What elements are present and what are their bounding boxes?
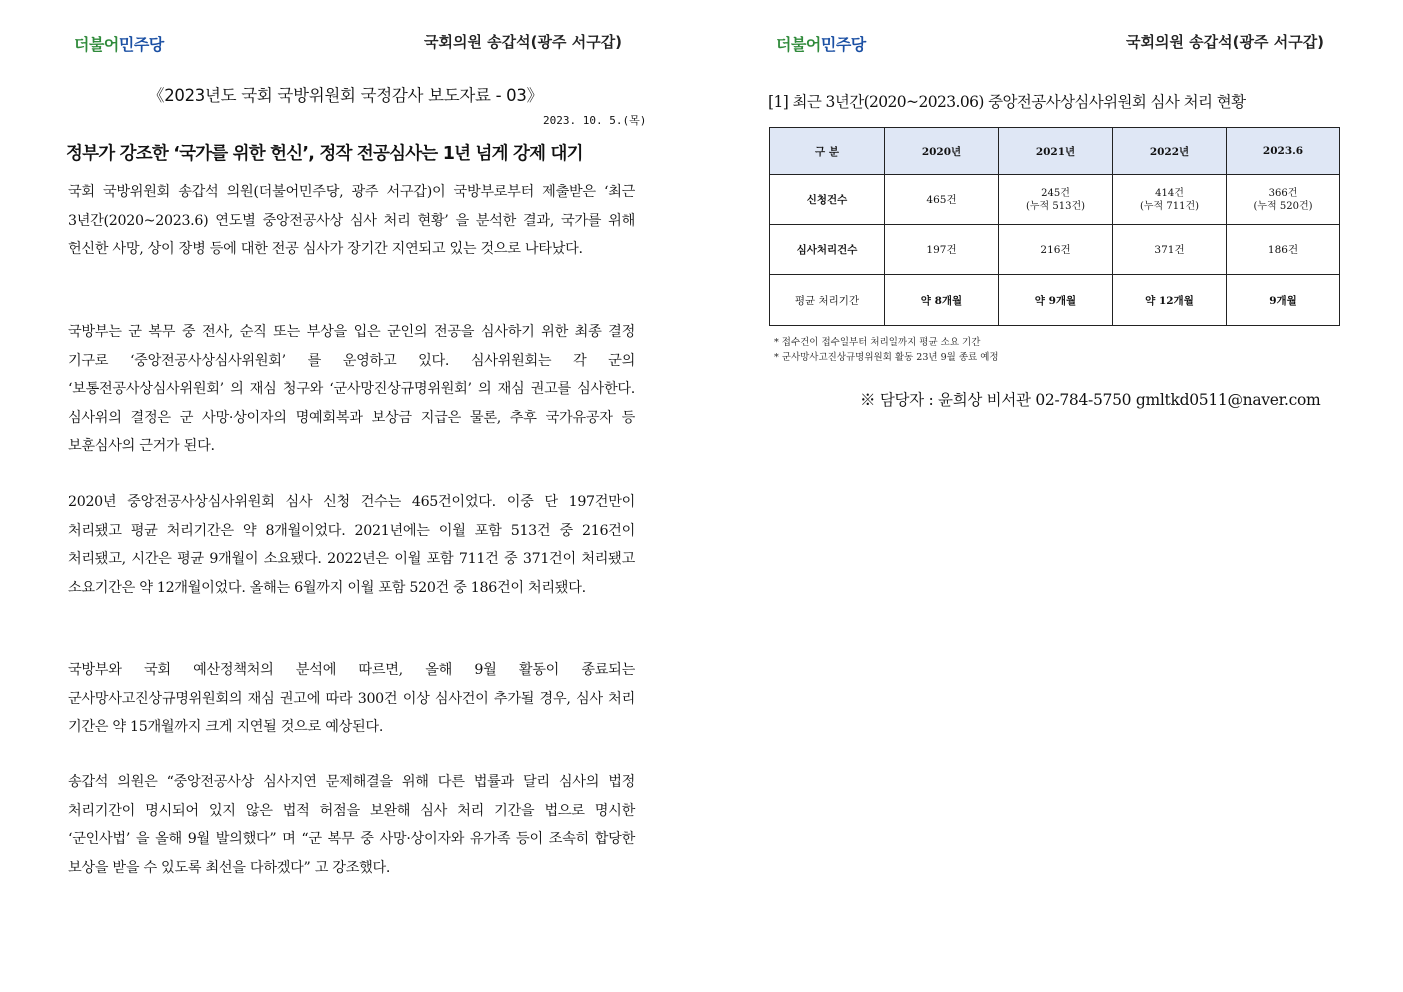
table-header-row [770,128,1340,175]
body-paragraph: 송갑석 의원은 “중앙전공사상 심사지연 문제해결을 위해 다른 법률과 달리 심사의 법정 처리기간이 명시되어 있지 않은 법적 허점을 보완해 심사 처리 기간을 법으로 명시한 ‘군인사법’ 을 올해 9월 발의했다” 며 “군 복무 중 사망·상이자와 유가족 등이 조속히 합당한 보상을 받을 수 있도록 최선을 다하겠다” 고 강조했다. [68,774,635,876]
table-cell: 약 9개월 [999,275,1113,326]
member-name: 국회의원 송갑석(광주 서구갑) [424,33,623,51]
cell-subvalue: (누적 513건) [1025,200,1086,212]
table-row [770,175,1340,225]
logo-text-blue: 민주당 [118,35,164,54]
body-paragraph: 2020년 중앙전공사상심사위원회 심사 신청 건수는 465건이었다. 이중 단 197건만이 처리됐고 평균 처리기간은 약 8개월이었다. 2021년에는 이월 포함 513건 중 216건이 처리됐고, 시간은 평균 9개월이 소요됐다. 2022년은 이월 포함 711건 중 371건이 처리됐고 소요기간은 약 12개월이었다. 올해는 6월까지 이월 포함 520건 중 186건이 처리됐다. [68,494,635,596]
body-paragraph: 국방부와 국회 예산정책처의 분석에 따르면, 올해 9월 활동이 종료되는 군사망사고진상규명위원회의 재심 권고에 따라 300건 이상 심사건이 추가될 경우, 심사 처리 기간은 약 15개월까지 크게 지연될 것으로 예상된다. [68,662,635,736]
row-label: 신청건수 [770,175,885,225]
table-cell: 약 8개월 [885,275,999,326]
row-label: 심사처리건수 [770,225,885,275]
table-cell: 197건 [885,225,999,275]
cell-subvalue: (누적 711건) [1139,200,1200,212]
logo-text-green: 더불어 [74,35,119,54]
table-cell [999,175,1113,225]
contact-info: ※ 담당자 : 윤희상 비서관 02-784-5750 gmltkd0511@naver.com [860,391,1321,409]
release-date: 2023. 10. 5.(목) [543,114,647,127]
table-cell [1113,175,1227,225]
table-header-cell: 2023.6 [1227,128,1340,175]
cell-value: 366건 [1268,187,1298,199]
right-page [702,0,1403,992]
body-paragraph: 국방부는 군 복무 중 전사, 순직 또는 부상을 입은 군인의 전공을 심사하기 위한 최종 결정 기구로 ‘중앙전공사상심사위원회’ 를 운영하고 있다. 심사위원회는 각 군의 ‘보통전공사상심사위원회’ 의 재심 청구와 ‘군사망진상규명위원회’ 의 재심 권고를 심사한다. 심사위의 결정은 군 사망·상이자의 명예회복과 보상금 지급은 물론, 추후 국가유공자 등 보훈심사의 근거가 된다. [68,324,635,455]
cell-value: 414건 [1155,187,1184,199]
table-footnote: * 접수건이 접수일부터 처리일까지 평균 소요 기간 [774,337,981,348]
table-footnote: * 군사망사고진상규명위원회 활동 23년 9월 종료 예정 [774,352,999,363]
table-cell: 약 12개월 [1113,275,1227,326]
table-cell: 186건 [1227,225,1340,275]
table-cell: 371건 [1113,225,1227,275]
table-row [770,225,1340,275]
table-header-cell: 2020년 [885,128,999,175]
table-cell [885,175,999,225]
table-cell: 216건 [999,225,1113,275]
logo-text-green: 더불어 [776,35,821,54]
table-cell [1227,175,1340,225]
table-header-cell: 2022년 [1113,128,1227,175]
table-row [770,275,1340,326]
row-label: 평균 처리기간 [770,275,885,326]
table-header-cell: 2021년 [999,128,1113,175]
headline: 정부가 강조한 ‘국가를 위한 헌신’, 정작 전공심사는 1년 넘게 강제 대기 [66,144,583,164]
member-name: 국회의원 송갑석(광주 서구갑) [1126,33,1325,51]
release-title: 《2023년도 국회 국방위원회 국정감사 보도자료 - 03》 [148,86,543,105]
left-page [0,0,700,992]
cell-value: 245건 [1041,187,1070,199]
cell-subvalue: (누적 520건) [1253,200,1313,212]
party-logo [74,32,164,55]
body-paragraph: 국회 국방위원회 송갑석 의원(더불어민주당, 광주 서구갑)이 국방부로부터 제출받은 ‘최근 3년간(2020~2023.6) 연도별 중앙전공사상 심사 처리 현황’ 을 분석한 결과, 국가를 위해 헌신한 사망, 상이 장병 등에 대한 전공 심사가 장기간 지연되고 있는 것으로 나타났다. [68,184,635,258]
logo-text-blue: 민주당 [820,35,866,54]
cell-value: 465건 [926,194,957,206]
table-cell: 9개월 [1227,275,1340,326]
party-logo [776,32,866,55]
stats-table [769,127,1340,326]
table-header-cell: 구 분 [770,128,885,175]
table-title: [1] 최근 3년간(2020~2023.06) 중앙전공사상심사위원회 심사 처리 현황 [768,93,1246,111]
